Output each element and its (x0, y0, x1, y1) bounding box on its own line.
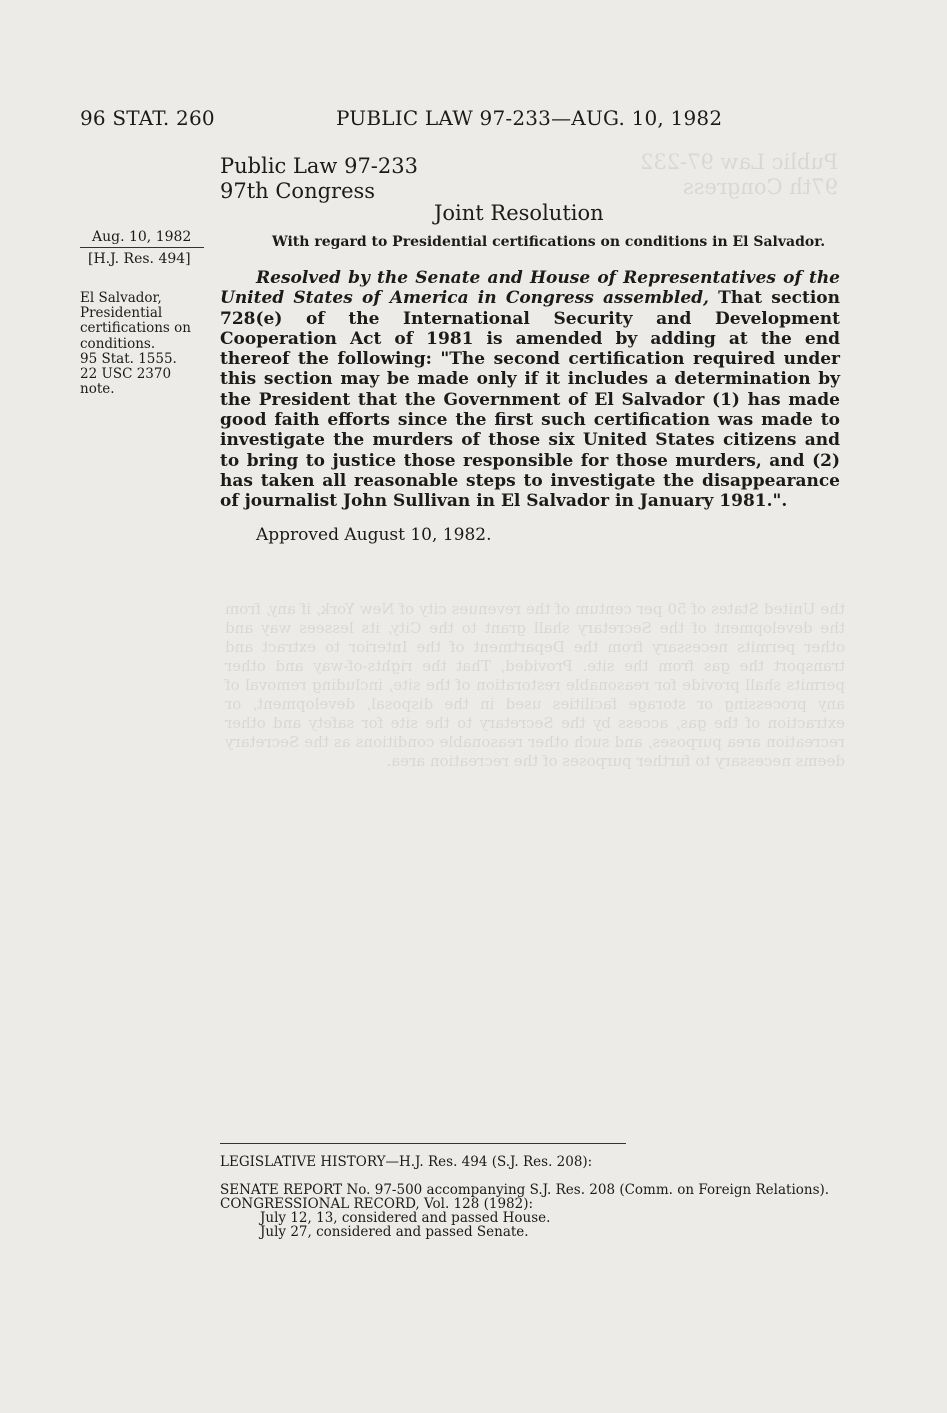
record-action: July 12, 13, considered and passed House. (260, 1210, 551, 1226)
margin-note (80, 291, 206, 397)
resolution-text (220, 268, 840, 512)
congressional-record: CONGRESSIONAL RECORD, Vol. 128 (1982): (220, 1196, 534, 1212)
margin-note-line: El Salvador, (80, 290, 162, 306)
running-title: PUBLIC LAW 97-233—AUG. 10, 1982 (336, 106, 723, 130)
sidebar-divider (80, 247, 204, 248)
enactment-date: Aug. 10, 1982 (92, 229, 192, 245)
legislative-history-heading: LEGISLATIVE HISTORY—H.J. Res. 494 (S.J. Res. 208): (220, 1154, 593, 1170)
stat-reference: 96 STAT. 260 (80, 106, 215, 130)
law-heading (220, 154, 418, 204)
resolution-body: That section 728(e) of the International Security and Development Cooperation Act of 1981 is amended by adding at the end thereof the following: "The second certification required under this section may be made only if it includes a determination by the President that the Government of El Salvador (1) has made good faith efforts since the first such certification was made to investigate the murders of those six United States citizens and to bring to justice those responsible for those murders, and (2) has taken all reasonable steps to investigate the disappearance of journalist John Sullivan in El Salvador in January 1981.". (220, 288, 840, 512)
senate-report: SENATE REPORT No. 97-500 accompanying S.J. Res. 208 (Comm. on Foreign Relations). (220, 1182, 830, 1198)
bill-number: [H.J. Res. 494] (88, 251, 191, 267)
resolution-caption: With regard to Presidential certifications on conditions in El Salvador. (272, 234, 826, 250)
margin-note-line: certifications on (80, 320, 191, 337)
bleed-through-text: Public Law 97-232 97th Congress (640, 150, 838, 199)
footnote-divider (220, 1143, 626, 1144)
public-law-number: Public Law 97-233 (220, 154, 418, 178)
resolution-type: Joint Resolution (434, 201, 604, 225)
legislative-history (220, 1155, 840, 1239)
congress-number: 97th Congress (220, 179, 376, 203)
enacting-clause: Resolved by the Senate and House of Representatives of the United States of America in Congress assembled, (220, 268, 840, 309)
bleed-through-text: the United States of 50 per centum of the revenues city of New York, if any, from the development of the Secretary shall grant to the City, its lessees way and other permits necessary from the Department of the Interior to extract and transport the gas from the site. Provided, That the rights-of-way and other permits shall provide for reasonable restoration of the site, including removal of any processing or storage facilities used in the disposal, development, or extraction of the gas, access by the Secretary to the site for safety and other recreation area purposes, and such other reasonable conditions as the Secretary deems necessary to further purposes of the recreation area. (225, 600, 845, 770)
record-action: July 27, considered and passed Senate. (260, 1224, 529, 1240)
margin-note-line: note. (80, 381, 115, 398)
approval-line: Approved August 10, 1982. (256, 525, 492, 545)
margin-note-line: Presidential (80, 305, 163, 322)
margin-note-line: conditions. (80, 335, 156, 352)
margin-note-line: 95 Stat. 1555. (80, 350, 177, 367)
margin-note-line: 22 USC 2370 (80, 366, 172, 383)
